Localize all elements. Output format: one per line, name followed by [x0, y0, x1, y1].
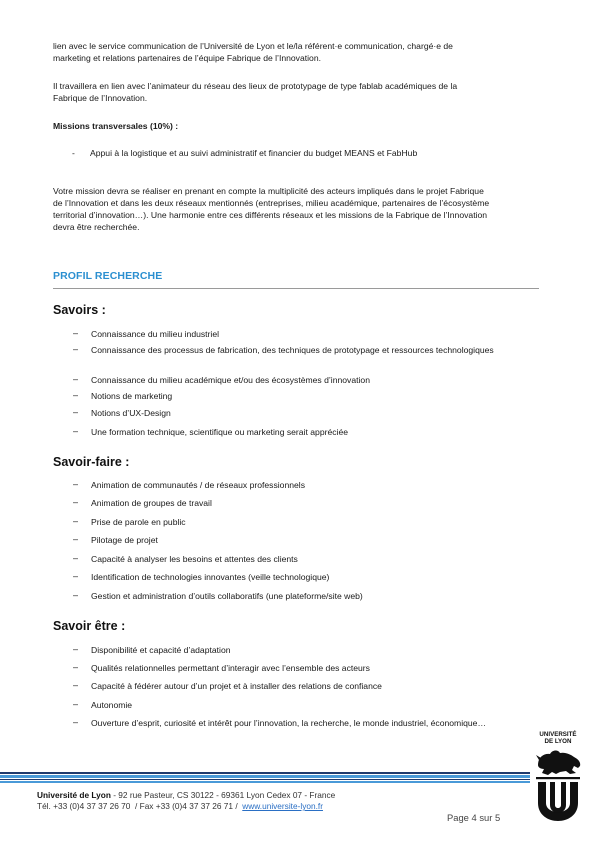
intro-paragraph-3 — [53, 185, 541, 233]
bullet-dash: – — [73, 479, 79, 489]
footer-contact — [37, 801, 323, 811]
list-item-text: Disponibilité et capacité d’adaptation — [91, 645, 231, 655]
list-item — [73, 535, 543, 546]
list-item — [73, 375, 543, 386]
list-item-text: Animation de communautés / de réseaux professionnels — [91, 480, 306, 490]
subheading-savoir-etre: Savoir être : — [53, 619, 126, 633]
intro-paragraph-1 — [53, 40, 541, 64]
text-line: lien avec le service communication de l’Université de Lyon et le/la référent·e communication, chargé·e de — [53, 41, 453, 51]
footer-band — [0, 779, 530, 780]
list-item — [73, 681, 543, 692]
list-item-text: Capacité à fédérer autour d’un projet et à installer des relations de confiance — [91, 681, 382, 691]
list-item-text: Identification de technologies innovantes (veille technologique) — [91, 572, 330, 582]
section-divider — [53, 288, 539, 289]
list-item — [73, 663, 543, 674]
intro-paragraph-2 — [53, 80, 541, 104]
text-line: marketing et relations partenaires de l’équipe Fabrique de l’Innovation. — [53, 53, 322, 63]
list-item-text: Connaissance du milieu industriel — [91, 329, 220, 339]
bullet-dash: – — [73, 328, 79, 338]
list-item — [73, 498, 543, 509]
list-item-text: Pilotage de projet — [91, 535, 158, 545]
bullet-dash: – — [73, 344, 79, 354]
list-item — [73, 427, 543, 438]
list-item — [73, 572, 543, 583]
text-line: devra être recherchée. — [53, 222, 140, 232]
list-item-text: Une formation technique, scientifique ou marketing serait appréciée — [91, 427, 349, 437]
bullet-dash: – — [73, 662, 79, 672]
list-item — [73, 718, 543, 729]
missions-item-text: Appui à la logistique et au suivi administratif et financier du budget MEANS et FabHub — [90, 148, 418, 158]
list-item-text: Animation de groupes de travail — [91, 498, 212, 508]
bullet-dash: – — [73, 644, 79, 654]
text-line: Votre mission devra se réaliser en prenant en compte la multiplicité des acteurs impliqués dans le projet Fabrique — [53, 186, 484, 196]
bullet-dash: – — [73, 426, 79, 436]
list-item-text: Qualités relationnelles permettant d’interagir avec l’ensemble des acteurs — [91, 663, 370, 673]
list-item — [73, 517, 543, 528]
logo-text-line-2: DE LYON — [544, 738, 572, 745]
bullet-dash: – — [73, 374, 79, 384]
subheading-savoir-faire: Savoir-faire : — [53, 455, 130, 469]
list-item-text: Capacité à analyser les besoins et attentes des clients — [91, 554, 298, 564]
footer-band — [0, 772, 530, 774]
text-line: Fabrique de l’Innovation. — [53, 93, 148, 103]
bullet-dash: – — [73, 717, 79, 727]
list-item — [73, 345, 543, 356]
bullet-dash: – — [73, 571, 79, 581]
bullet-dash: – — [73, 553, 79, 563]
text-line: territorial d’innovation…). Une harmonie entre ces différents réseaux et les missions de la Fabrique de l’Innovation — [53, 210, 488, 220]
bullet-dash: – — [73, 390, 79, 400]
list-item — [73, 408, 543, 419]
footer-website-link[interactable]: www.universite-lyon.fr — [242, 801, 323, 811]
footer-band — [0, 775, 530, 778]
list-item — [73, 591, 543, 602]
list-item — [73, 554, 543, 565]
list-item-text: Connaissance du milieu académique et/ou des écosystèmes d’innovation — [91, 375, 370, 385]
text-line: de l’Innovation et dans les deux réseaux mentionnés (entreprises, milieu académique, partenaires de l’écosystème — [53, 198, 490, 208]
footer-address — [37, 790, 335, 800]
list-item — [73, 329, 543, 340]
list-item-text: Connaissance des processus de fabrication, des techniques de prototypage et ressources technologiques — [91, 345, 494, 355]
text-line: Il travaillera en lien avec l’animateur du réseau des lieux de prototypage de type fablab académiques de la — [53, 81, 458, 91]
lion-emblem-icon — [532, 745, 584, 823]
bullet-dash: - — [72, 148, 75, 158]
universite-lyon-logo — [532, 731, 584, 823]
footer-phone: Tél. +33 (0)4 37 37 26 70 / Fax +33 (0)4 37 37 26 71 / — [37, 801, 243, 811]
bullet-dash: – — [73, 497, 79, 507]
bullet-dash: – — [73, 680, 79, 690]
page-number: Page 4 sur 5 — [447, 812, 501, 823]
list-item — [73, 700, 543, 711]
footer-org: Université de Lyon — [37, 790, 111, 800]
list-item-text: Notions d’UX-Design — [91, 408, 171, 418]
list-item — [73, 391, 543, 402]
list-item-text: Autonomie — [91, 700, 133, 710]
missions-title: Missions transversales (10%) : — [53, 121, 179, 131]
bullet-dash: – — [73, 407, 79, 417]
list-item-text: Notions de marketing — [91, 391, 173, 401]
subheading-savoirs: Savoirs : — [53, 303, 106, 317]
list-item-text: Prise de parole en public — [91, 517, 186, 527]
bullet-dash: – — [73, 590, 79, 600]
section-title-profil: PROFIL RECHERCHE — [53, 270, 163, 282]
footer-address-text: - 92 rue Pasteur, CS 30122 - 69361 Lyon Cedex 07 - France — [110, 790, 336, 800]
list-item-text: Ouverture d’esprit, curiosité et intérêt pour l’innovation, la recherche, le monde industriel, économique… — [91, 718, 487, 728]
bullet-dash: – — [73, 534, 79, 544]
list-item — [73, 645, 543, 656]
list-item — [73, 480, 543, 491]
logo-text-line-1: UNIVERSITÉ — [539, 731, 577, 738]
list-item-text: Gestion et administration d’outils collaboratifs (une plateforme/site web) — [91, 591, 363, 601]
footer-band — [0, 781, 530, 783]
bullet-dash: – — [73, 699, 79, 709]
bullet-dash: – — [73, 516, 79, 526]
